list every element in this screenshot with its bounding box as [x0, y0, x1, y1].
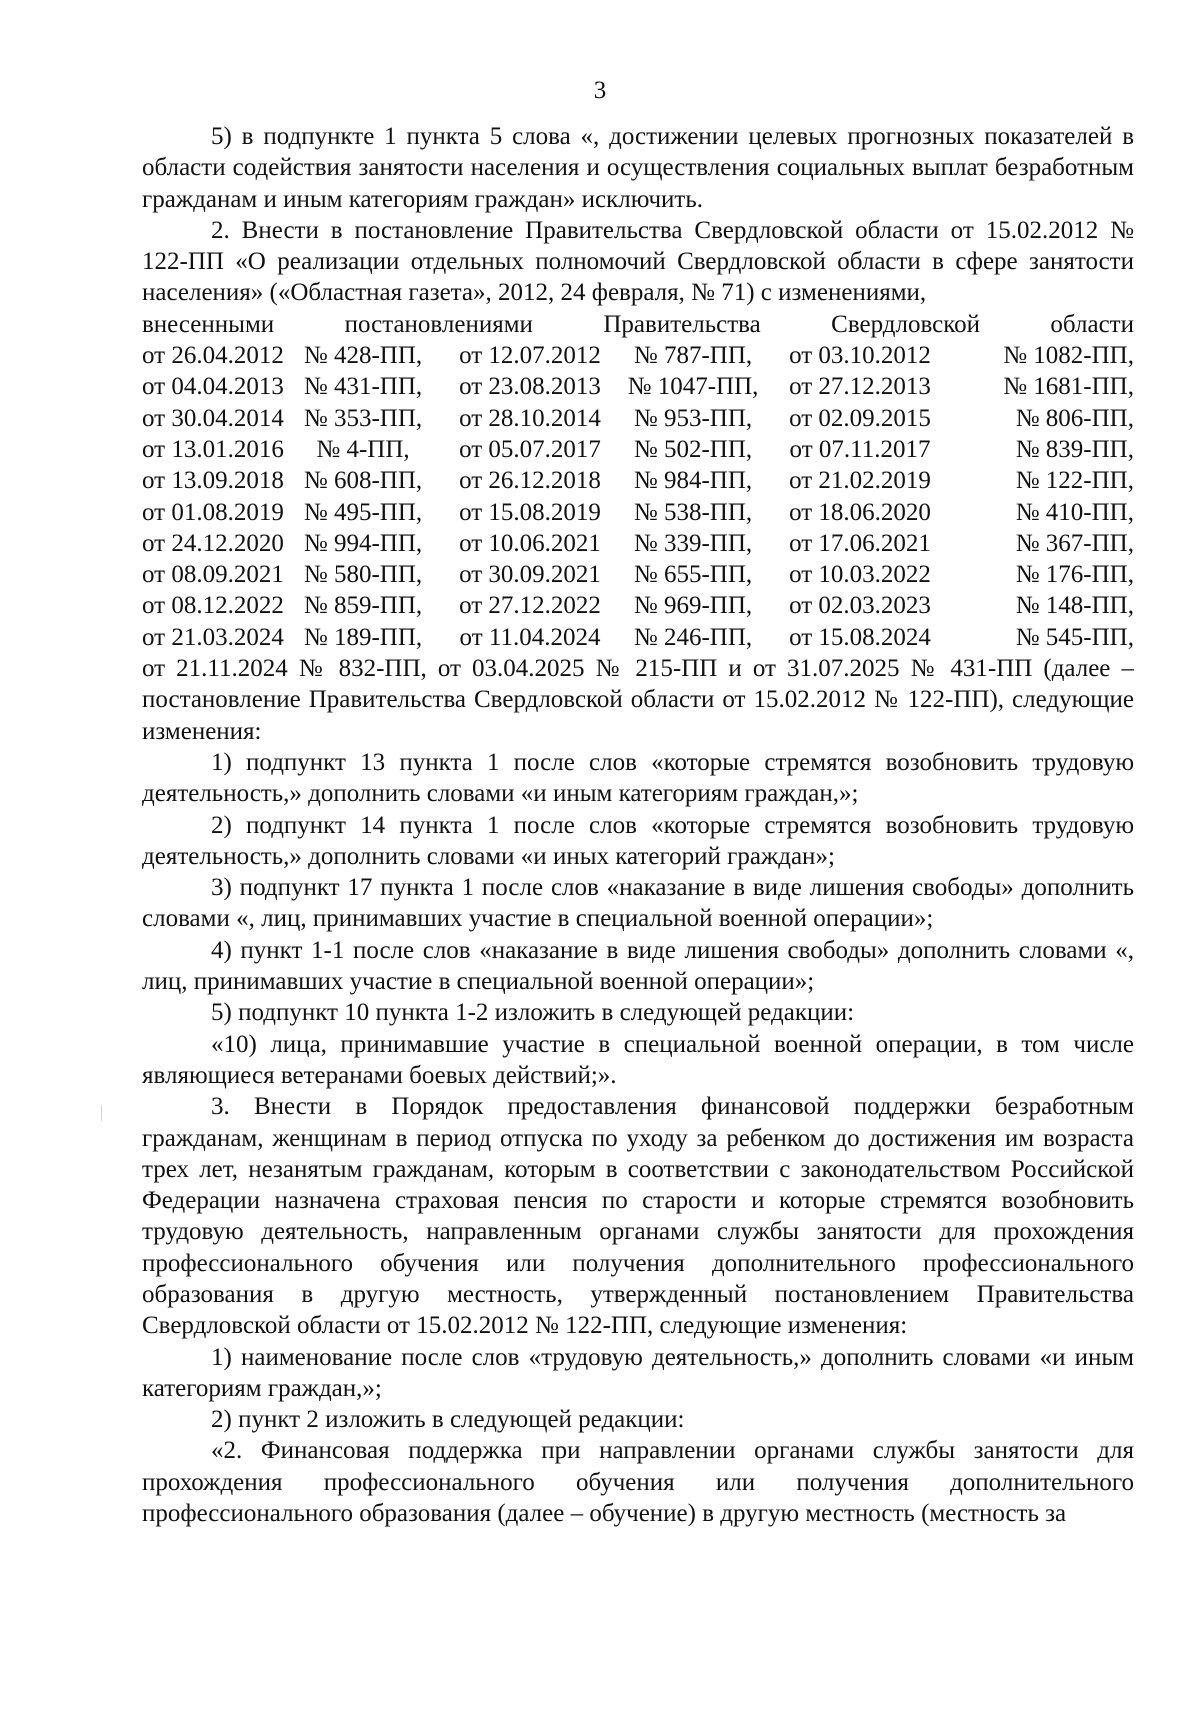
paragraph: 1) наименование после слов «трудовую деятельность,» дополнить словами «и иным категориям граждан,»; [142, 1343, 1134, 1402]
reference-number: № 984-ПП, [633, 467, 753, 495]
reference-number: № 189-ПП, [303, 623, 423, 651]
reference-row [142, 497, 1134, 528]
reference-row [142, 434, 1134, 465]
reference-date: от 26.12.2018 [459, 467, 601, 495]
reference-number: № 1082-ПП, [1003, 342, 1134, 370]
paragraphs-bottom [142, 653, 1134, 1529]
paragraph: 2) подпункт 14 пункта 1 после слов «которые стремятся возобновить трудовую деятельность,» дополнить словами «и иных категорий граждан»; [142, 811, 1134, 870]
reference-number: № 148-ПП, [1015, 592, 1134, 620]
reference-number: № 339-ПП, [633, 529, 753, 557]
page-number: 3 [593, 77, 607, 104]
reference-date: от 21.02.2019 [789, 467, 931, 495]
reference-date: от 21.03.2024 [142, 623, 284, 651]
document-body [142, 121, 1134, 1529]
reference-number: № 353-ПП, [303, 404, 423, 432]
reference-number: № 246-ПП, [633, 623, 753, 651]
reference-date: от 23.08.2013 [459, 373, 601, 401]
reference-date: от 08.09.2021 [142, 561, 284, 589]
reference-number: № 428-ПП, [303, 342, 423, 370]
reference-number: № 787-ПП, [633, 342, 753, 370]
reference-date: от 04.04.2013 [142, 373, 284, 401]
reference-row [142, 340, 1134, 371]
reference-number: № 538-ПП, [633, 498, 753, 526]
reference-number: № 608-ПП, [303, 467, 423, 495]
reference-date: от 26.04.2012 [142, 342, 284, 370]
amendments-intro-line [142, 309, 1134, 340]
amendments-reference-table [142, 340, 1134, 653]
reference-date: от 18.06.2020 [789, 498, 931, 526]
reference-number: № 1681-ПП, [1003, 373, 1134, 401]
reference-date: от 27.12.2022 [459, 592, 601, 620]
reference-date: от 30.04.2014 [142, 404, 284, 432]
paragraph: 3) подпункт 17 пункта 1 после слов «наказание в виде лишения свободы» дополнить словами «, лиц, принимавших участие в специальной военной операции»; [142, 874, 1134, 933]
reference-number: № 545-ПП, [1015, 623, 1134, 651]
intro-word: постановлениями [344, 310, 533, 338]
reference-number: № 1047-ПП, [627, 373, 759, 401]
reference-number: № 410-ПП, [1015, 498, 1134, 526]
paragraph: 1) подпункт 13 пункта 1 после слов «которые стремятся возобновить трудовую деятельность,» дополнить словами «и иным категориям граждан,»; [142, 748, 1134, 808]
reference-number: № 176-ПП, [1015, 561, 1134, 589]
reference-row [142, 590, 1134, 621]
reference-number: № 4-ПП, [316, 435, 410, 463]
margin-mark [101, 1105, 102, 1121]
reference-number: № 859-ПП, [303, 592, 423, 620]
reference-date: от 13.01.2016 [142, 435, 284, 463]
reference-number: № 580-ПП, [303, 561, 423, 589]
reference-number: № 431-ПП, [303, 373, 423, 401]
paragraph: 2. Внести в постановление Правительства Свердловской области от 15.02.2012 № 122-ПП «О реализации отдельных полномочий Свердловской области в сфере занятости населения» («Областная газета», 2012, 24 февраля, № 71) с изменениями, [142, 216, 1134, 307]
intro-word: внесенными [142, 310, 275, 338]
reference-number: № 953-ПП, [633, 404, 753, 432]
paragraph: 2) пункт 2 изложить в следующей редакции: [211, 1406, 685, 1434]
reference-row [142, 559, 1134, 590]
paragraph: 3. Внести в Порядок предоставления финансовой поддержки безработным гражданам, женщинам в период отпуска по уходу за ребенком до достижения им возраста трех лет, незанятым гражданам, которым в соответствии с законодательством Российской Федерации назначена страховая пенсия по старости и которые стремятся возобновить трудовую деятельность, направленным органами службы занятости для прохождения профессионального обучения или получения дополнительного профессионального образования в другую местность, утвержденный постановлением Правительства Свердловской области от 15.02.2012 № 122-ПП, следующие изменения: [142, 1093, 1134, 1340]
reference-row [142, 528, 1134, 559]
reference-row [142, 371, 1134, 402]
intro-word: Правительства [603, 310, 761, 338]
intro-word: Свердловской [831, 310, 980, 338]
reference-number: № 502-ПП, [633, 435, 753, 463]
reference-number: № 994-ПП, [303, 529, 423, 557]
reference-number: № 122-ПП, [1015, 467, 1134, 495]
reference-date: от 03.10.2012 [789, 342, 931, 370]
reference-date: от 30.09.2021 [459, 561, 601, 589]
intro-word: области [1050, 310, 1134, 338]
reference-date: от 01.08.2019 [142, 498, 284, 526]
reference-number: № 806-ПП, [1015, 404, 1134, 432]
reference-date: от 15.08.2024 [789, 623, 931, 651]
reference-date: от 12.07.2012 [459, 342, 601, 370]
paragraph: 5) подпункт 10 пункта 1-2 изложить в следующей редакции: [211, 999, 855, 1027]
reference-date: от 07.11.2017 [789, 435, 931, 463]
reference-date: от 17.06.2021 [789, 529, 931, 557]
reference-date: от 27.12.2013 [789, 373, 931, 401]
paragraphs-top [142, 121, 1134, 309]
reference-date: от 05.07.2017 [459, 435, 601, 463]
reference-date: от 11.04.2024 [459, 623, 601, 651]
reference-date: от 10.06.2021 [459, 529, 601, 557]
reference-row [142, 403, 1134, 434]
paragraph: «2. Финансовая поддержка при направлении органами службы занятости для прохождения профессионального обучения или получения дополнительного профессионального образования (далее – обучение) в другую местность (местность за [142, 1437, 1134, 1528]
reference-date: от 28.10.2014 [459, 404, 601, 432]
paragraph: от 21.11.2024 № 832-ПП, от 03.04.2025 № 215-ПП и от 31.07.2025 № 431-ПП (далее – постановление Правительства Свердловской области от 15.02.2012 № 122-ПП), следующие изменения: [142, 655, 1134, 745]
paragraph: «10) лица, принимавшие участие в специальной военной операции, в том числе являющиеся ветеранами боевых действий;». [142, 1030, 1134, 1089]
paragraph: 4) пункт 1-1 после слов «наказание в виде лишения свободы» дополнить словами «, лиц, принимавших участие в специальной военной операции»; [142, 936, 1134, 996]
reference-number: № 655-ПП, [633, 561, 753, 589]
reference-date: от 13.09.2018 [142, 467, 284, 495]
reference-row [142, 465, 1134, 496]
reference-number: № 367-ПП, [1015, 529, 1134, 557]
reference-date: от 02.09.2015 [789, 404, 931, 432]
reference-date: от 08.12.2022 [142, 592, 284, 620]
reference-date: от 24.12.2020 [142, 529, 284, 557]
reference-date: от 10.03.2022 [789, 561, 931, 589]
reference-number: № 495-ПП, [303, 498, 423, 526]
paragraph: 5) в подпункте 1 пункта 5 слова «, достижении целевых прогнозных показателей в области содействия занятости населения и осуществления социальных выплат безработным гражданам и иным категориям граждан» исключить. [142, 123, 1134, 213]
reference-number: № 969-ПП, [633, 592, 753, 620]
reference-date: от 15.08.2019 [459, 498, 601, 526]
reference-number: № 839-ПП, [1015, 435, 1134, 463]
reference-date: от 02.03.2023 [789, 592, 931, 620]
reference-row [142, 622, 1134, 653]
